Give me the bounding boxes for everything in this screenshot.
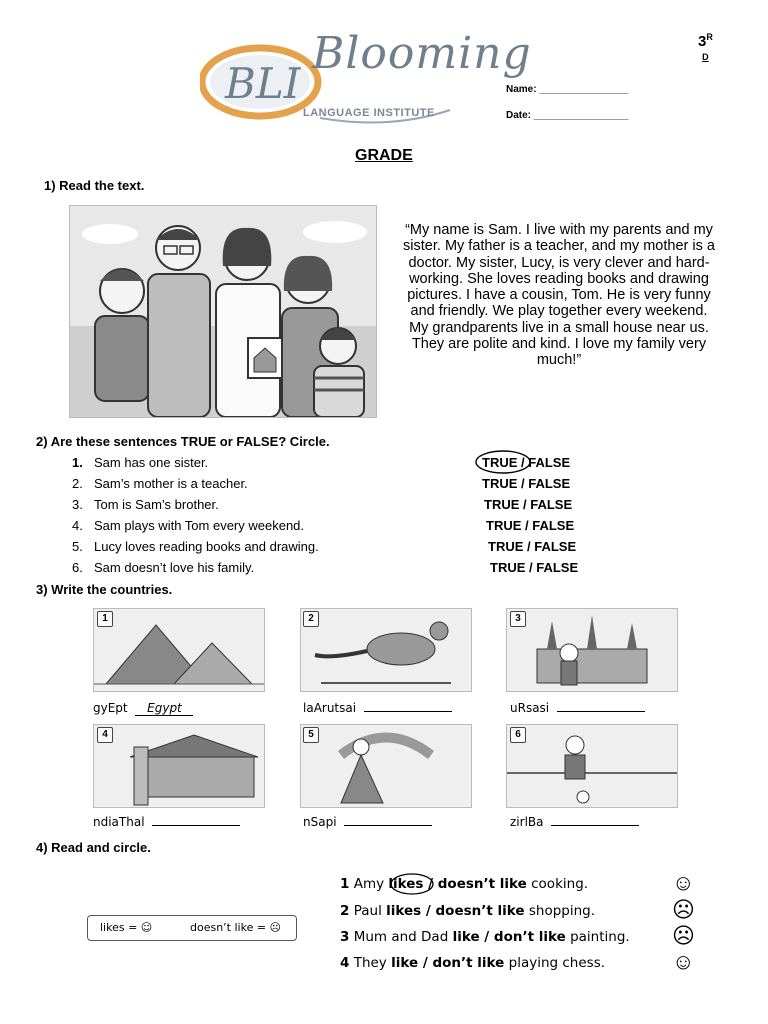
sentence-number: 1: [340, 876, 350, 892]
logo-name: Blooming: [312, 28, 532, 79]
country-item-3: [510, 701, 645, 715]
answer-field[interactable]: [551, 815, 639, 826]
temple-picture: [93, 724, 265, 808]
name-field[interactable]: Name: ________________: [506, 84, 629, 95]
sentence-subject: Amy: [353, 876, 385, 892]
logo-initials: BLI: [225, 59, 301, 108]
tf-answer[interactable]: TRUE / FALSE: [490, 560, 579, 575]
country-item-2: [303, 701, 452, 715]
tf-answer[interactable]: TRUE / FALSE: [484, 497, 573, 512]
country-item-1: [93, 701, 193, 716]
answer-field[interactable]: Egypt: [135, 701, 193, 716]
section2-heading: 2) Are these sentences TRUE or FALSE? Circle.: [36, 434, 330, 449]
grade-corner: [698, 30, 713, 64]
kangaroo-picture: [300, 608, 472, 692]
kremlin-picture: [506, 608, 678, 692]
sentence-subject: They: [353, 955, 387, 971]
smiley-face-icon: ☺: [672, 949, 695, 974]
smiley-key: [87, 915, 297, 941]
true-circle-mark: [474, 449, 532, 475]
sentence-number: 2: [340, 903, 350, 919]
story-text: “My name is Sam. I live with my parents and my sister. My father is a teacher, and my mother is a doctor. My sister, Lucy, is very clever and hard-working. She loves reading books and drawing pictures. I have a cousin, Tom. He is very funny and friendly. We play together every weekend. My grandparents live in a small house near us. They are polite and kind. I love my family very much!”: [403, 222, 715, 369]
tf-sentence: Tom is Sam’s brother.: [94, 497, 219, 512]
item-number: 1: [97, 611, 113, 627]
answer-field[interactable]: [364, 701, 452, 712]
sentence-activity: shopping.: [528, 903, 596, 919]
grade-number: 3: [698, 33, 707, 50]
logo-subtitle: LANGUAGE INSTITUTE: [303, 107, 435, 119]
tf-answer[interactable]: TRUE / FALSE: [482, 476, 571, 491]
key-dislikes: doesn’t like = ☹: [190, 921, 282, 934]
item-number: 4: [97, 727, 113, 743]
scrambled-word: laArutsai: [303, 701, 357, 715]
tf-num: 1.: [72, 455, 83, 470]
sentence-options[interactable]: like / don’t like: [391, 955, 505, 971]
tf-sentence: Sam doesn’t love his family.: [94, 560, 255, 575]
sentence-number: 3: [340, 929, 350, 945]
sentence-activity: cooking.: [531, 876, 589, 892]
grade-sup: R: [706, 32, 713, 42]
sentence-2: [340, 903, 595, 919]
sentence-options[interactable]: likes / doesn’t like: [386, 903, 525, 919]
smiley-face-icon: ☺: [672, 870, 695, 895]
tf-answer[interactable]: TRUE / FALSE: [488, 539, 577, 554]
key-likes: likes = ☺: [100, 921, 153, 934]
sentence-3: [340, 929, 630, 945]
tf-sentence: Sam’s mother is a teacher.: [94, 476, 248, 491]
scrambled-word: uRsasi: [510, 701, 550, 715]
tf-sentence: Sam plays with Tom every weekend.: [94, 518, 305, 533]
answer-field[interactable]: [152, 815, 240, 826]
sentence-1: [340, 876, 588, 892]
item-number: 3: [510, 611, 526, 627]
date-field[interactable]: Date: _________________: [506, 110, 629, 121]
likes-circle-mark: [388, 870, 438, 896]
tf-sentence: Lucy loves reading books and drawing.: [94, 539, 319, 554]
tf-answer[interactable]: TRUE / FALSE: [482, 455, 571, 470]
family-picture: [69, 205, 377, 418]
scrambled-word: nSapi: [303, 815, 337, 829]
scrambled-word: zirlBa: [510, 815, 544, 829]
item-number: 5: [303, 727, 319, 743]
pyramids-picture: [93, 608, 265, 692]
tf-num: 4.: [72, 518, 83, 533]
section1-heading: 1) Read the text.: [44, 178, 145, 193]
tf-num: 5.: [72, 539, 83, 554]
grade-sub: D: [702, 52, 709, 62]
item-number: 2: [303, 611, 319, 627]
answer-field[interactable]: [344, 815, 432, 826]
section4-heading: 4) Read and circle.: [36, 840, 151, 855]
sad-face-icon: ☹: [672, 897, 695, 922]
sentence-activity: playing chess.: [508, 955, 606, 971]
country-item-4: [93, 815, 240, 829]
country-item-5: [303, 815, 432, 829]
page-title: GRADE: [355, 147, 413, 164]
tf-sentence: Sam has one sister.: [94, 455, 209, 470]
country-item-6: [510, 815, 639, 829]
tf-answer[interactable]: TRUE / FALSE: [486, 518, 575, 533]
item-number: 6: [510, 727, 526, 743]
sentence-subject: Mum and Dad: [353, 929, 449, 945]
scrambled-word: ndiaThal: [93, 815, 145, 829]
football-picture: [506, 724, 678, 808]
flamenco-picture: [300, 724, 472, 808]
sentence-options[interactable]: likes / doesn’t like: [388, 876, 527, 892]
sentence-options[interactable]: like / don’t like: [452, 929, 566, 945]
answer-field[interactable]: [557, 701, 645, 712]
tf-num: 2.: [72, 476, 83, 491]
sentence-number: 4: [340, 955, 350, 971]
sentence-subject: Paul: [353, 903, 382, 919]
sad-face-icon: ☹: [672, 923, 695, 948]
tf-num: 6.: [72, 560, 83, 575]
sentence-activity: painting.: [570, 929, 630, 945]
section3-heading: 3) Write the countries.: [36, 582, 173, 597]
sentence-4: [340, 955, 605, 971]
tf-num: 3.: [72, 497, 83, 512]
scrambled-word: gyEpt: [93, 701, 128, 715]
